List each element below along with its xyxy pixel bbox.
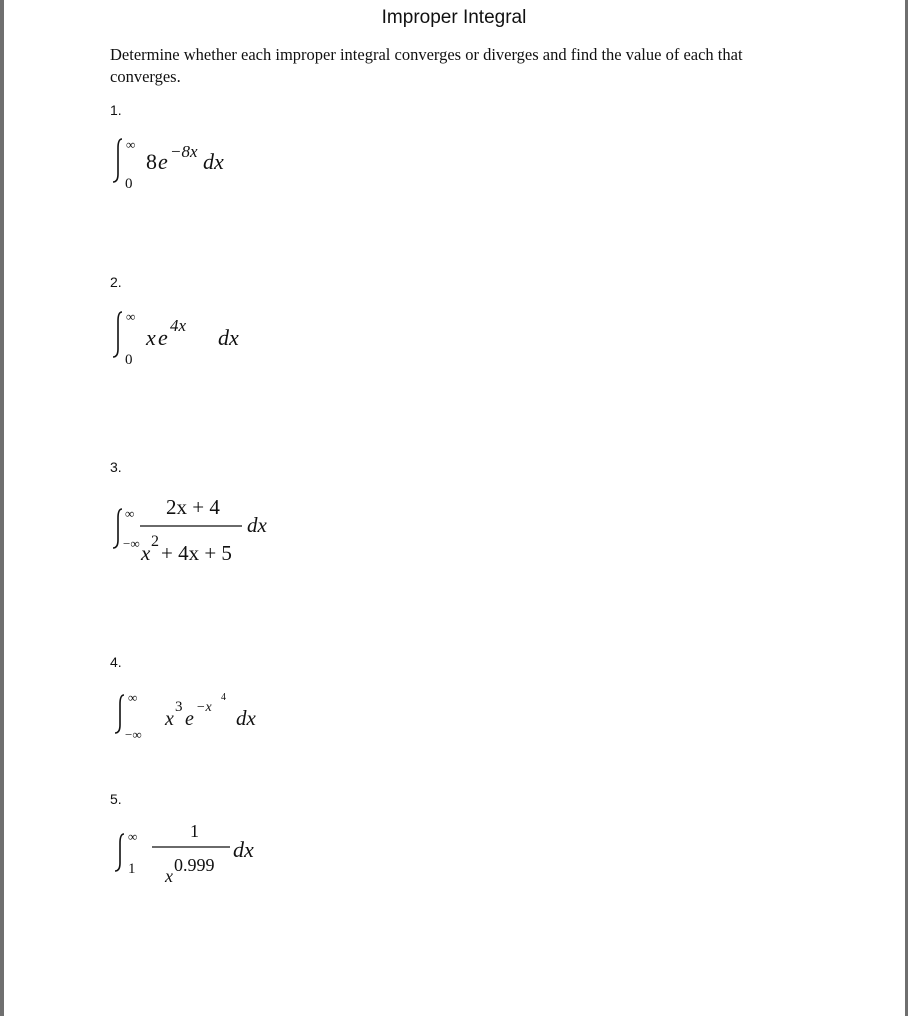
differential: dx (247, 513, 267, 537)
factor: x (146, 325, 156, 350)
differential: dx (236, 706, 256, 730)
upper-limit: ∞ (126, 137, 136, 152)
problem-3-number: 3. (110, 459, 122, 475)
exponent: −8x (170, 142, 198, 161)
differential: dx (218, 325, 239, 350)
integral-sign-icon (113, 312, 122, 357)
exponent-power: 4 (221, 692, 226, 703)
lower-limit: 1 (128, 861, 136, 877)
problem-1-formula (108, 136, 268, 192)
document-title: Improper Integral (381, 7, 527, 28)
differential: dx (233, 837, 254, 862)
integral-sign-icon (115, 834, 124, 871)
exponential-base: e (185, 708, 194, 730)
lower-limit: 0 (125, 176, 133, 192)
problem-4-equation (108, 683, 278, 743)
numerator: 1 (190, 821, 199, 841)
problem-2-formula (108, 309, 268, 369)
problem-4-number: 4. (110, 654, 122, 670)
numerator: 2x + 4 (166, 495, 220, 519)
exponential-base: e (158, 325, 168, 350)
integral-sign-icon (113, 139, 122, 182)
problem-4-formula (108, 683, 278, 743)
integral-sign-icon (115, 695, 124, 733)
denominator-variable: x (165, 866, 173, 886)
exponential-base: e (158, 149, 168, 174)
integral-sign-icon (113, 509, 122, 548)
problem-3-formula (108, 490, 288, 570)
problem-5-number: 5. (110, 791, 122, 807)
problem-5-equation (108, 815, 288, 885)
problem-2-number: 2. (110, 274, 122, 290)
problem-1-equation (108, 136, 268, 192)
factor-power: 3 (175, 699, 183, 715)
exponent: −x (196, 700, 212, 715)
lower-limit: −∞ (125, 727, 142, 742)
window-left-border (0, 0, 4, 1016)
exponent: 4x (170, 316, 187, 335)
coefficient: 8 (146, 149, 157, 174)
denominator-power: 0.999 (174, 855, 215, 875)
instructions-text: Determine whether each improper integral converges or diverges and find the value of each that converges. (110, 45, 743, 86)
problem-3-equation (108, 490, 288, 570)
problem-5-formula (108, 815, 288, 885)
lower-limit: −∞ (123, 536, 140, 551)
denominator-variable: x (141, 541, 151, 565)
lower-limit: 0 (125, 352, 133, 368)
problem-2-equation (108, 309, 268, 369)
upper-limit: ∞ (125, 506, 135, 521)
upper-limit: ∞ (126, 309, 136, 324)
upper-limit: ∞ (128, 690, 138, 705)
factor: x (165, 708, 174, 730)
problem-1-number: 1. (110, 102, 122, 118)
denominator-power: 2 (151, 533, 159, 550)
upper-limit: ∞ (128, 829, 138, 844)
differential: dx (203, 149, 224, 174)
denominator-rest: + 4x + 5 (161, 541, 232, 565)
